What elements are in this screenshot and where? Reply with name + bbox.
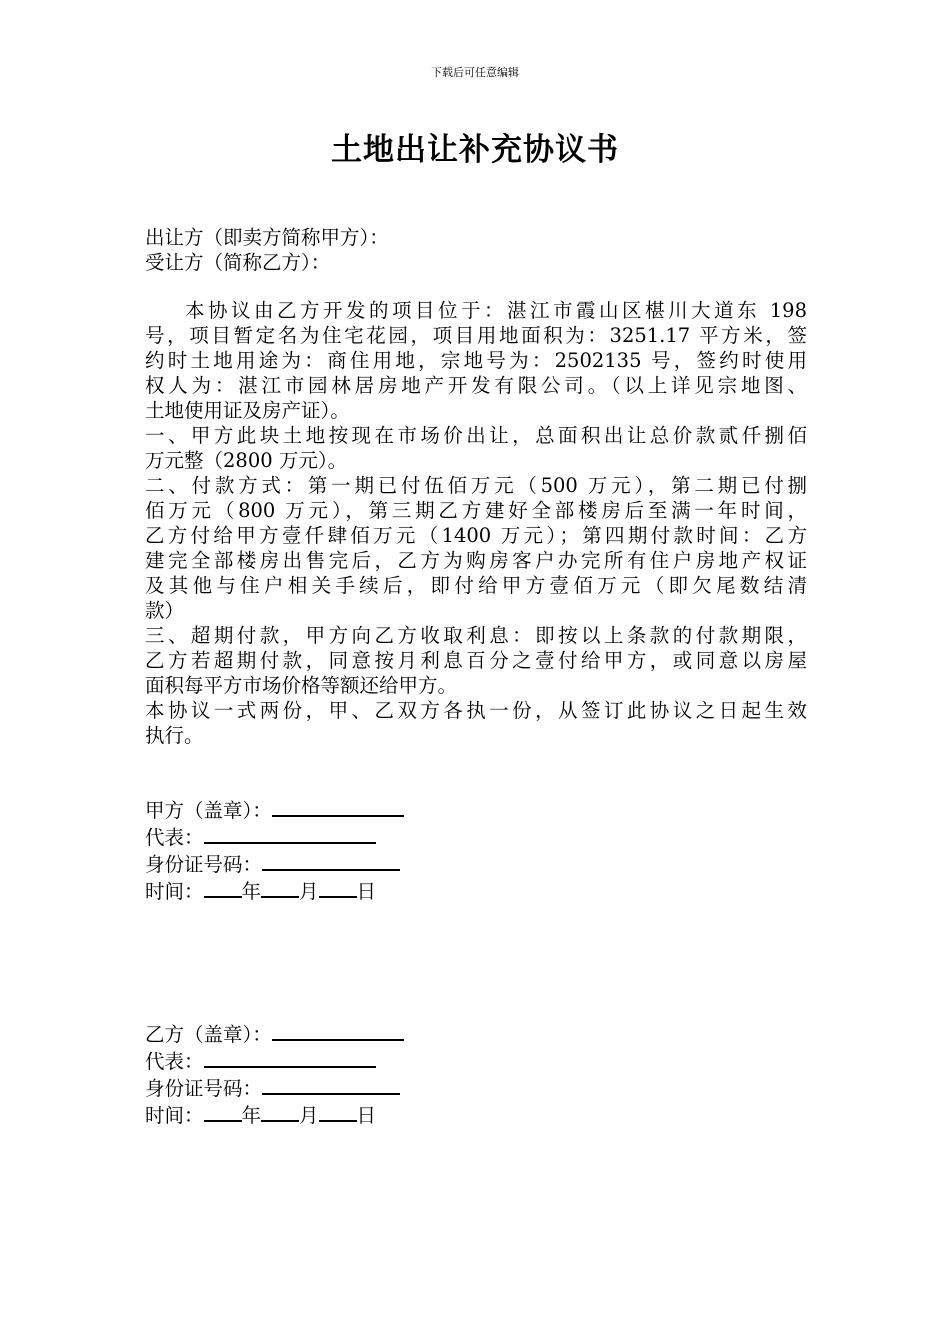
clause-2-line: 二、付款方式：第一期已付伍佰万元（500 万元），第二期已付捌 [145, 474, 807, 497]
body-line: 号，项目暂定名为住宅花园，项目用地面积为：3251.17 平方米，签 [145, 324, 807, 347]
rep-row [145, 823, 404, 850]
party-b-label: 受让方（简称乙方）： [145, 251, 331, 274]
seal-row [145, 796, 404, 823]
day-blank[interactable] [319, 1101, 357, 1122]
clause-3-line: 面积每平方市场价格等额还给甲方。 [145, 674, 458, 697]
day-label: 日 [356, 880, 377, 903]
clause-2-line: 款） [145, 599, 185, 622]
id-blank[interactable] [262, 1074, 400, 1095]
page-header-note: 下载后可任意编辑 [431, 66, 519, 79]
month-label: 月 [299, 1104, 319, 1127]
rep-blank[interactable] [204, 1047, 376, 1068]
seal-blank[interactable] [272, 1020, 404, 1041]
rep-row [145, 1047, 404, 1074]
month-blank[interactable] [261, 877, 299, 898]
body-line: 土地使用证及房产证）。 [145, 399, 350, 422]
body-line: 本协议由乙方开发的项目位于：湛江市霞山区椹川大道东 198 [185, 299, 807, 322]
time-row [145, 1101, 404, 1128]
parties-block [145, 225, 807, 275]
body-line: 约时土地用途为：商住用地，宗地号为：2502135 号，签约时使用 [145, 349, 807, 372]
time-row [145, 877, 404, 904]
clause-2-line: 乙方付给甲方壹仟肆佰万元（1400 万元）；第四期付款时间：乙方 [145, 524, 807, 547]
clause-2-line: 及其他与住户相关手续后，即付给甲方壹佰万元（即欠尾数结清 [145, 574, 807, 597]
id-label: 身份证号码： [145, 853, 263, 876]
seal-row [145, 1020, 404, 1047]
clause-1-line: 万元整（2800 万元）。 [145, 449, 348, 472]
document-title: 土地出让补充协议书 [331, 132, 619, 168]
rep-blank[interactable] [204, 823, 376, 844]
clause-2-line: 佰万元（800 万元），第三期乙方建好全部楼房后至满一年时间， [145, 499, 807, 522]
clause-2-line: 建完全部楼房出售完后，乙方为购房客户办完所有住户房地产权证 [145, 549, 807, 572]
seal-label: 乙方（盖章）： [145, 1023, 272, 1046]
year-label: 年 [241, 1104, 262, 1127]
closing-line: 本协议一式两份，甲、乙双方各执一份，从签订此协议之日起生效 [145, 699, 807, 722]
seal-label: 甲方（盖章）： [145, 799, 272, 822]
closing-line: 执行。 [145, 724, 204, 747]
year-label: 年 [241, 880, 262, 903]
id-row [145, 850, 404, 877]
party-a-label: 出让方（即卖方简称甲方）： [145, 226, 389, 249]
party-b-signature-block [145, 1020, 404, 1128]
seal-blank[interactable] [272, 796, 404, 817]
rep-label: 代表： [145, 826, 204, 849]
body-line: 权人为：湛江市园林居房地产开发有限公司。（以上详见宗地图、 [145, 374, 807, 397]
time-label: 时间： [145, 1104, 204, 1127]
rep-label: 代表： [145, 1050, 204, 1073]
month-blank[interactable] [261, 1101, 299, 1122]
id-label: 身份证号码： [145, 1077, 263, 1100]
clause-3-line: 乙方若超期付款，同意按月利息百分之壹付给甲方，或同意以房屋 [145, 649, 807, 672]
year-blank[interactable] [204, 877, 242, 898]
id-row [145, 1074, 404, 1101]
party-a-signature-block [145, 796, 404, 904]
id-blank[interactable] [262, 850, 400, 871]
year-blank[interactable] [204, 1101, 242, 1122]
day-blank[interactable] [319, 877, 357, 898]
agreement-body [145, 298, 807, 748]
month-label: 月 [299, 880, 319, 903]
clause-1-line: 一、甲方此块土地按现在市场价出让，总面积出让总价款贰仟捌佰 [145, 424, 807, 447]
time-label: 时间： [145, 880, 204, 903]
clause-3-line: 三、超期付款，甲方向乙方收取利息：即按以上条款的付款期限， [145, 624, 807, 647]
day-label: 日 [356, 1104, 377, 1127]
